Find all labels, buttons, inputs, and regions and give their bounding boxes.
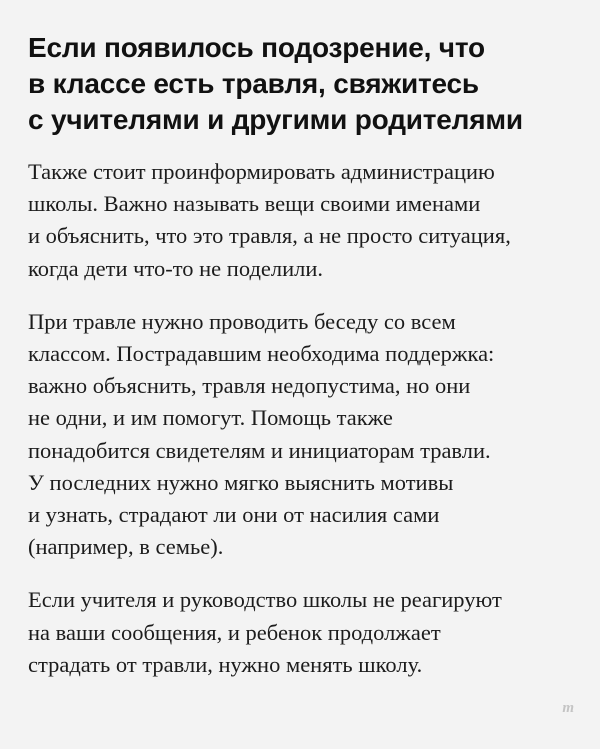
heading-line: Если появилось подозрение, что	[28, 32, 485, 63]
paragraph-change-school	[28, 584, 572, 681]
paragraph-inform-administration	[28, 156, 572, 285]
paragraph-line: страдать от травли, нужно менять школу.	[28, 651, 423, 677]
paragraph-line: и объяснить, что это травля, а не просто ситуация,	[28, 223, 511, 249]
brand-logo: m	[562, 700, 574, 716]
paragraph-class-conversation	[28, 306, 572, 564]
paragraph-line: понадобится свидетелям и инициаторам травли.	[28, 437, 491, 463]
article-heading	[28, 30, 572, 138]
paragraph-line: Также стоит проинформировать администрацию	[28, 159, 495, 184]
paragraph-line: классом. Пострадавшим необходима поддержка:	[28, 341, 495, 367]
heading-line: в классе есть травля, свяжитесь	[28, 68, 479, 99]
paragraph-line: важно объяснить, травля недопустима, но они	[28, 373, 471, 399]
paragraph-line: У последних нужно мягко выяснить мотивы	[28, 469, 454, 495]
paragraph-line: на ваши сообщения, и ребенок продолжает	[28, 619, 441, 645]
paragraph-line: школы. Важно называть вещи своими именами	[28, 191, 481, 217]
paragraph-line: не одни, и им помогут. Помощь также	[28, 405, 393, 431]
paragraph-line: когда дети что-то не поделили.	[28, 255, 324, 281]
paragraph-line: (например, в семье).	[28, 534, 224, 560]
paragraph-line: Если учителя и руководство школы не реагируют	[28, 587, 502, 613]
paragraph-line: и узнать, страдают ли они от насилия сами	[28, 502, 440, 528]
heading-line: с учителями и другими родителями	[28, 104, 523, 135]
paragraph-line: При травле нужно проводить беседу со всем	[28, 308, 456, 334]
